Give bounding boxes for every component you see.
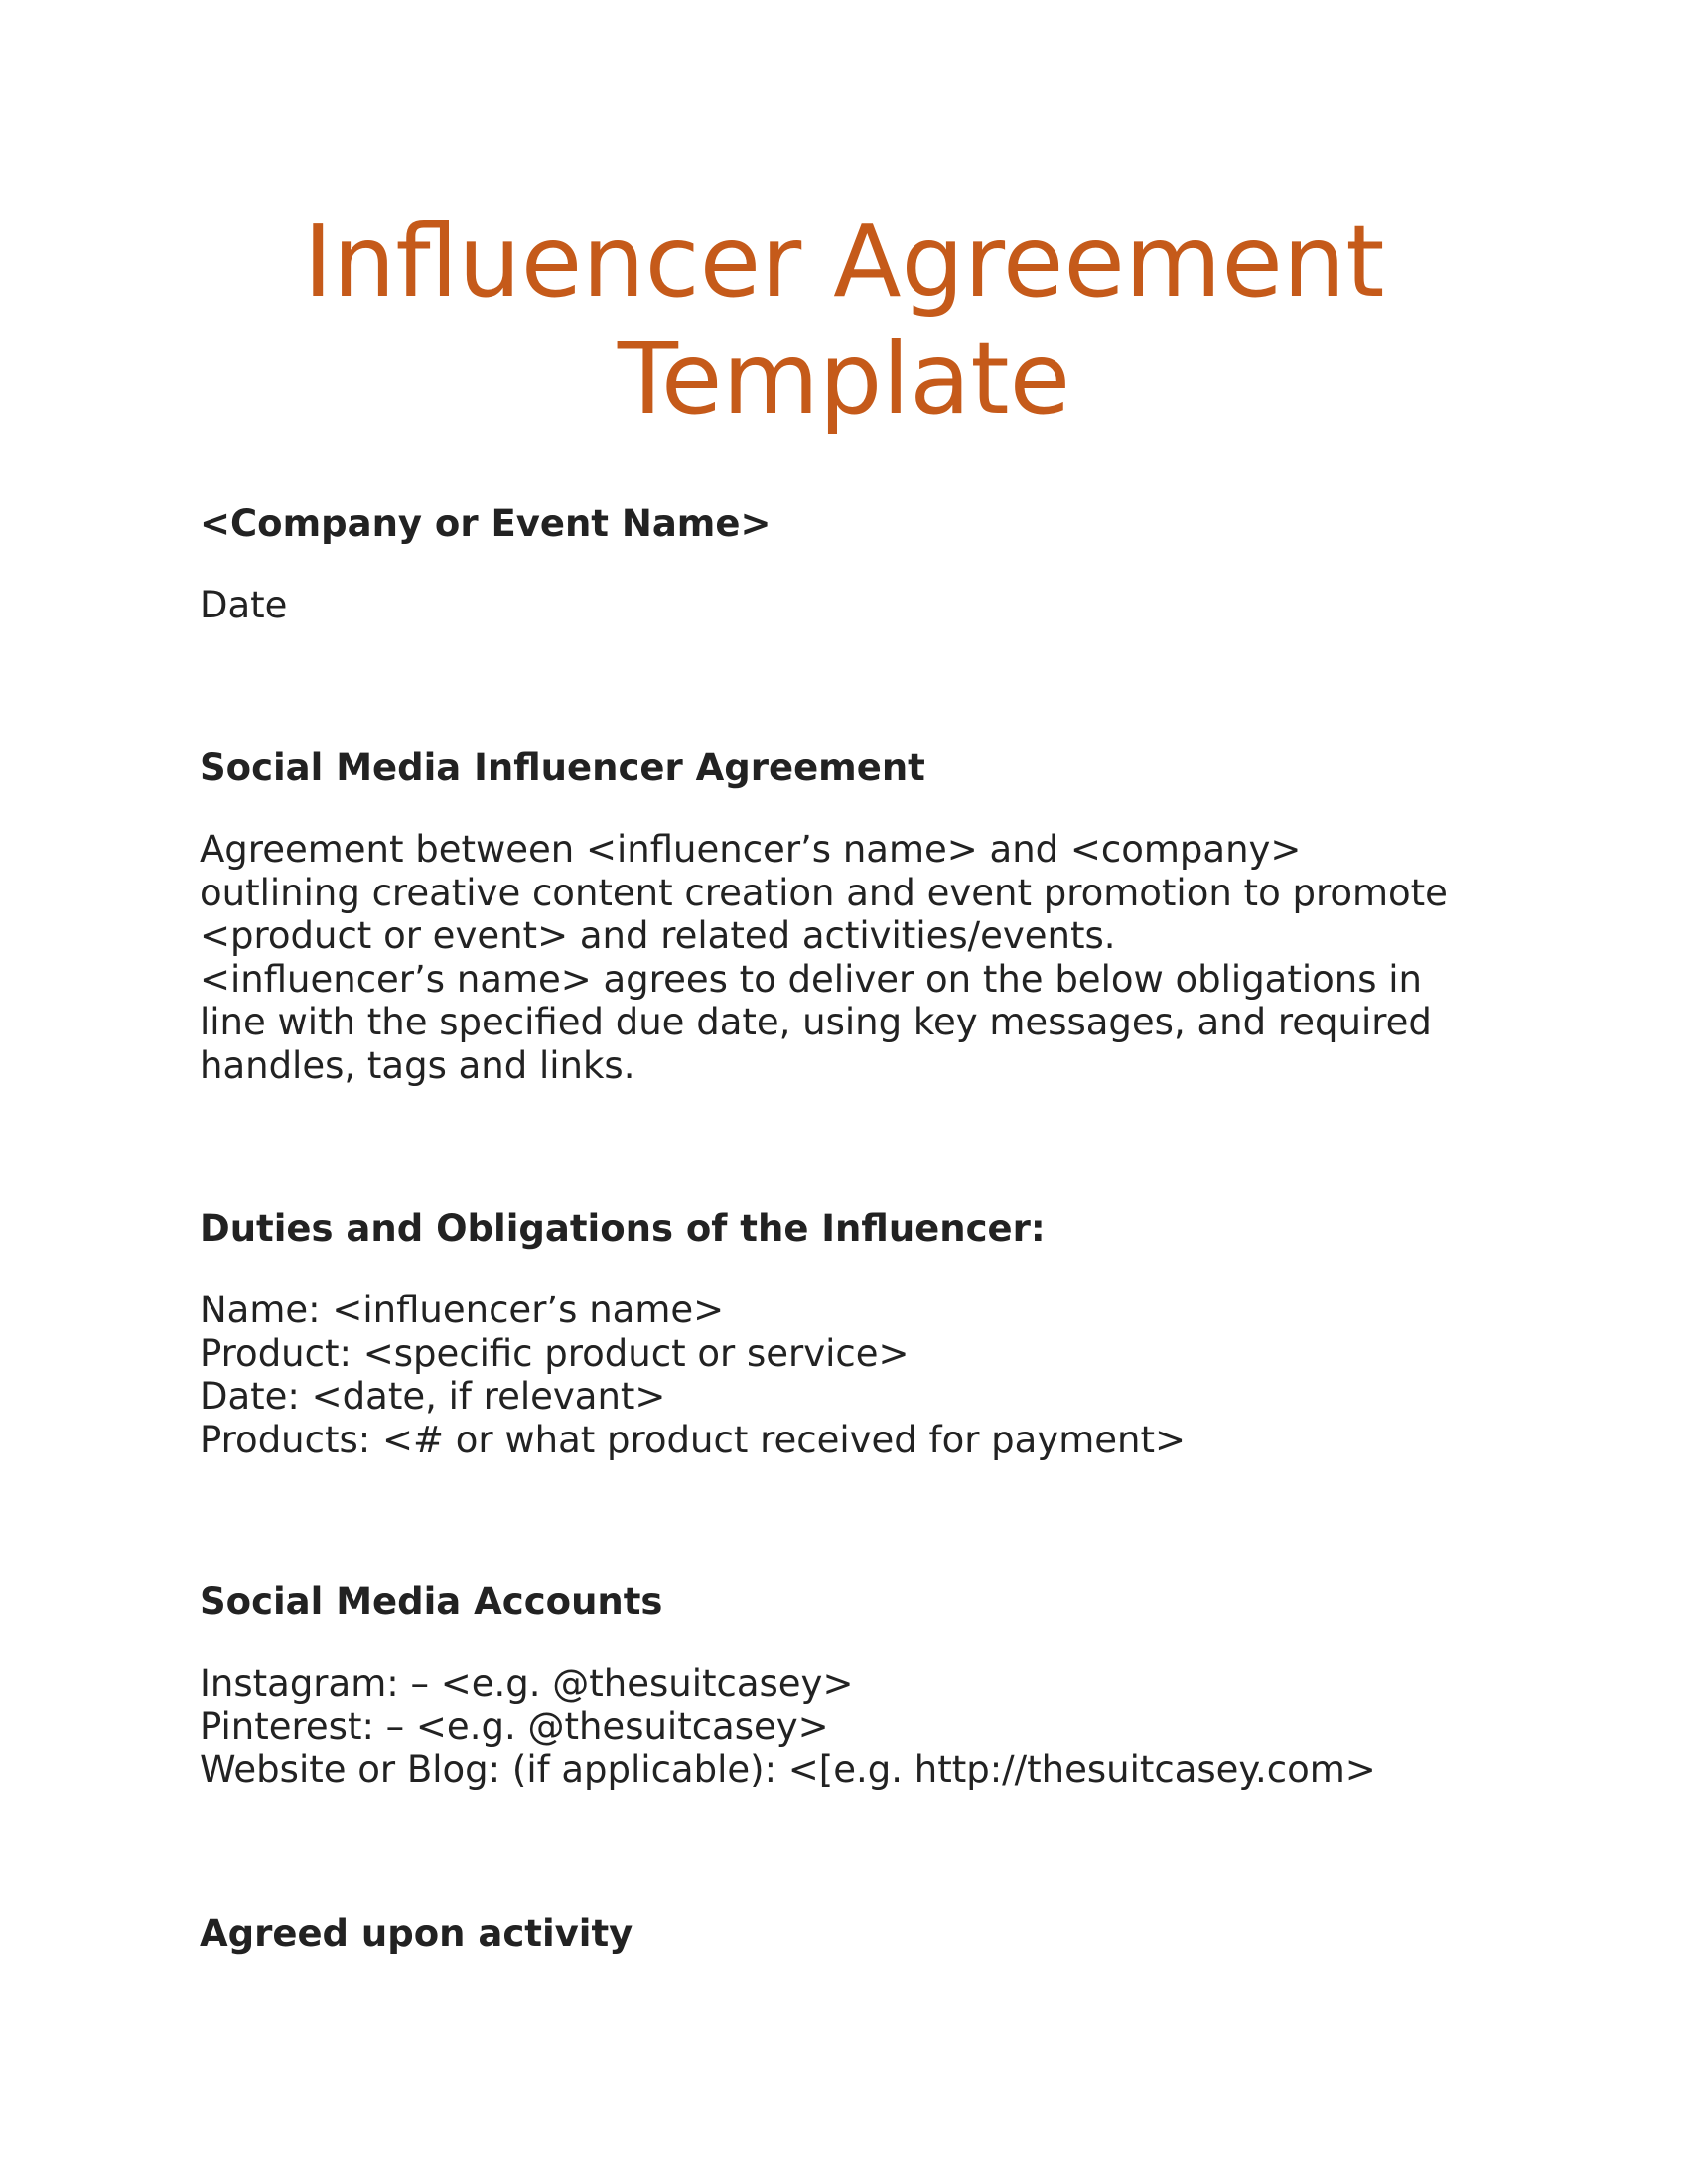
agreement-line: outlining creative content creation and event promotion to promote [200, 871, 1448, 914]
agreement-line: <influencer’s name> agrees to deliver on the below obligations in [200, 957, 1422, 1001]
accounts-line: Website or Blog: (if applicable): <[e.g. http://thesuitcasey.com> [200, 1748, 1376, 1791]
duties-line: Product: <specific product or service> [200, 1331, 910, 1375]
agreement-line: Agreement between <influencer’s name> and <company> [200, 828, 1302, 871]
duties-section-heading: Duties and Obligations of the Influencer: [200, 1207, 1046, 1250]
activity-section-heading: Agreed upon activity [200, 1912, 633, 1955]
document-title [199, 204, 1489, 438]
accounts-section-body [200, 1662, 1376, 1792]
title-line-2: Template [617, 321, 1071, 437]
duties-line: Date: <date, if relevant> [200, 1375, 666, 1418]
duties-section-body [200, 1289, 1186, 1461]
date-label: Date [200, 584, 288, 626]
accounts-line: Pinterest: – <e.g. @thesuitcasey> [200, 1705, 829, 1748]
duties-line: Products: <# or what product received for payment> [200, 1418, 1187, 1461]
agreement-section-body [200, 828, 1448, 1087]
agreement-line: line with the specified due date, using key messages, and required [200, 1001, 1432, 1043]
title-line-1: Influencer Agreement [303, 204, 1385, 320]
agreement-section-heading: Social Media Influencer Agreement [200, 747, 925, 789]
agreement-line: handles, tags and links. [200, 1043, 635, 1087]
accounts-section-heading: Social Media Accounts [200, 1580, 663, 1623]
company-name-heading: <Company or Event Name> [200, 502, 772, 545]
agreement-line: <product or event> and related activities/events. [200, 914, 1116, 957]
duties-line: Name: <influencer’s name> [200, 1289, 725, 1331]
accounts-line: Instagram: – <e.g. @thesuitcasey> [200, 1662, 854, 1705]
